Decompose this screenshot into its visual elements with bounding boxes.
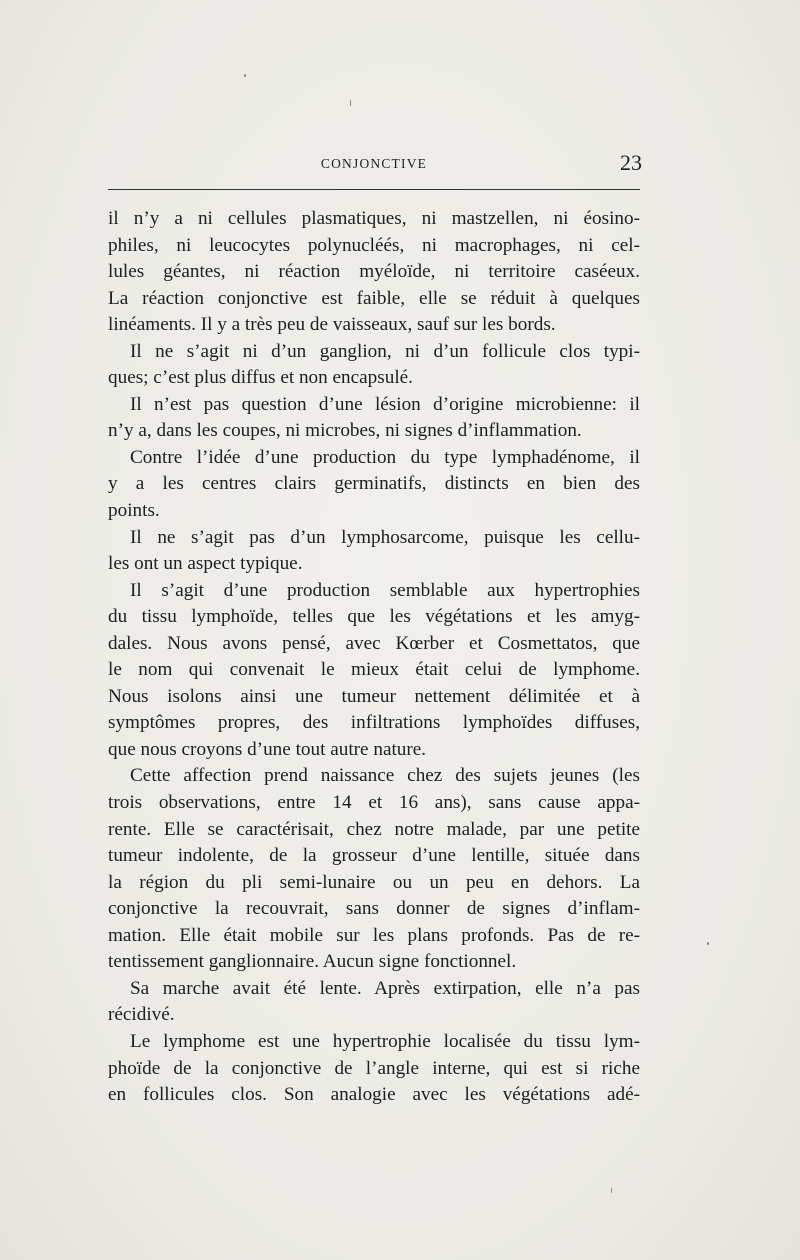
text-line: Le lymphome est une hypertrophie localisée du tissu lym-: [130, 1030, 640, 1052]
text-line: en follicules clos. Son analogie avec les végétations adé-: [108, 1084, 640, 1106]
text-line: Nous isolons ainsi une tumeur nettement délimitée et à: [108, 685, 640, 707]
header-rule: [108, 189, 640, 190]
text-line: phoïde de la conjonctive de l’angle interne, qui est si riche: [108, 1057, 640, 1079]
text-line: trois observations, entre 14 et 16 ans), sans cause appa-: [108, 792, 640, 814]
text-line: ques; c’est plus diffus et non encapsulé.: [108, 367, 413, 389]
text-line: symptômes propres, des infiltrations lymphoïdes diffuses,: [108, 712, 640, 734]
text-line: Cette affection prend naissance chez des sujets jeunes (les: [130, 765, 640, 787]
text-line: Sa marche avait été lente. Après extirpation, elle n’a pas: [130, 977, 640, 999]
running-head: CONJONCTIVE: [320, 156, 428, 171]
text-line: dales. Nous avons pensé, avec Kœrber et Cosmettatos, que: [108, 632, 640, 654]
text-line: linéaments. Il y a très peu de vaisseaux, sauf sur les bords.: [108, 314, 556, 336]
text-line: que nous croyons d’une tout autre nature.: [108, 738, 427, 760]
text-line: du tissu lymphoïde, telles que les végétations et les amyg-: [108, 606, 640, 628]
text-line: récidivé.: [108, 1004, 175, 1026]
text-line: le nom qui convenait le mieux était celui de lymphome.: [108, 659, 640, 681]
text-line: Il ne s’agit ni d’un ganglion, ni d’un follicule clos typi-: [130, 340, 640, 362]
text-line: rente. Elle se caractérisait, chez notre malade, par une petite: [108, 818, 640, 840]
scan-speck: [707, 942, 709, 945]
scan-speck: [244, 74, 246, 77]
text-line: tumeur indolente, de la grosseur d’une lentille, située dans: [108, 845, 640, 867]
scan-speck: [611, 1188, 612, 1193]
text-line: n’y a, dans les coupes, ni microbes, ni signes d’inflammation.: [108, 420, 582, 442]
text-line: il n’y a ni cellules plasmatiques, ni mastzellen, ni éosino-: [108, 208, 640, 229]
text-line: conjonctive la recouvrait, sans donner de signes d’inflam-: [108, 898, 640, 920]
text-line: y a les centres clairs germinatifs, distincts en bien des: [108, 473, 640, 495]
text-line: points.: [108, 500, 160, 522]
text-line: les ont un aspect typique.: [108, 553, 303, 575]
text-line: philes, ni leucocytes polynucléés, ni macrophages, ni cel-: [108, 234, 640, 256]
text-line: tentissement ganglionnaire. Aucun signe fonctionnel.: [108, 951, 517, 973]
text-line: lules géantes, ni réaction myéloïde, ni territoire caséeux.: [108, 261, 640, 283]
text-line: La réaction conjonctive est faible, elle se réduit à quelques: [108, 287, 640, 309]
text-line: Contre l’idée d’une production du type lymphadénome, il: [130, 446, 640, 468]
text-line: mation. Elle était mobile sur les plans profonds. Pas de re-: [108, 924, 640, 946]
text-line: Il ne s’agit pas d’un lymphosarcome, puisque les cellu-: [130, 526, 640, 548]
page-header: [108, 150, 640, 180]
page-number: 23: [620, 150, 642, 175]
text-line: Il s’agit d’une production semblable aux hypertrophies: [130, 579, 640, 601]
scan-speck: [350, 100, 351, 106]
text-line: la région du pli semi-lunaire ou un peu en dehors. La: [108, 871, 640, 893]
text-line: Il n’est pas question d’une lésion d’origine microbienne: il: [130, 393, 640, 415]
body-text: [108, 206, 640, 1109]
